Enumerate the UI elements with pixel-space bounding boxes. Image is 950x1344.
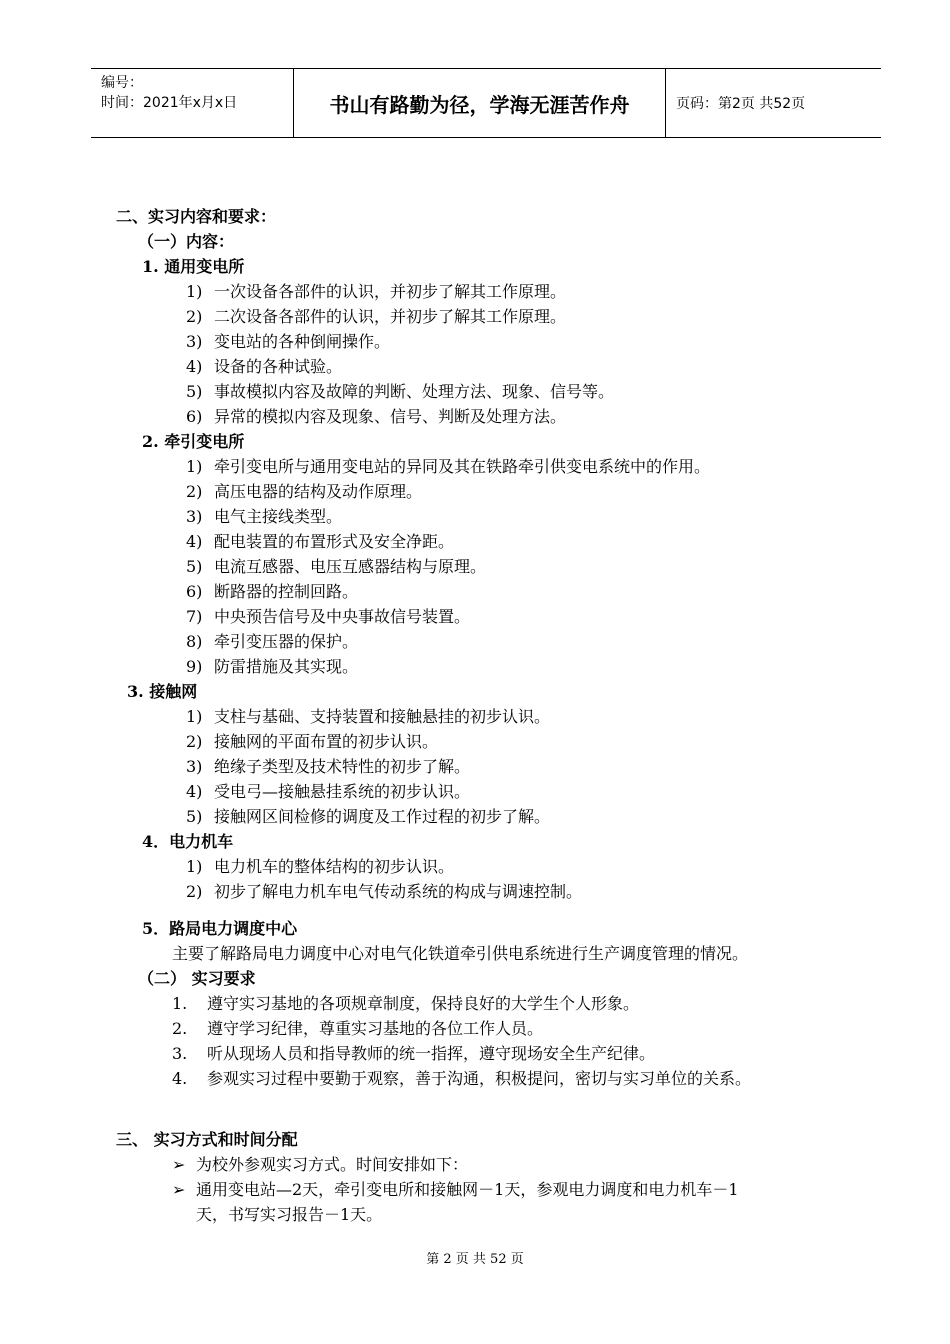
list-item: 3) 绝缘子类型及技术特性的初步了解。 [186, 757, 471, 776]
list-item: 2) 高压电器的结构及动作原理。 [186, 482, 423, 501]
bullet-item: ➢ 通用变电站—2天，牵引变电所和接触网－1天，参观电力调度和电力机车－1 [172, 1180, 739, 1199]
list-item: 2) 接触网的平面布置的初步认识。 [186, 732, 439, 751]
list-item: 6) 断路器的控制回路。 [186, 582, 359, 601]
subsection-3-title: 3. 接触网 [127, 682, 198, 701]
list-item: 3) 变电站的各种倒闸操作。 [186, 332, 391, 351]
requirement-item: 1. 遵守实习基地的各项规章制度，保持良好的大学生个人形象。 [172, 994, 640, 1013]
list-item: 5) 电流互感器、电压互感器结构与原理。 [186, 557, 487, 576]
subsection-5-title: 5．路局电力调度中心 [142, 919, 298, 938]
header-motto: 书山有路勤为径，学海无涯苦作舟 [293, 69, 666, 137]
section-2-title: 二、实习内容和要求： [116, 207, 277, 226]
requirement-item: 4. 参观实习过程中要勤于观察，善于沟通，积极提问，密切与实习单位的关系。 [172, 1069, 752, 1088]
subsection-2-title: 2. 牵引变电所 [142, 432, 245, 451]
bullet-item-continuation: 天，书写实习报告－1天。 [196, 1205, 383, 1224]
requirement-item: 2. 遵守学习纪律，尊重实习基地的各位工作人员。 [172, 1019, 544, 1038]
list-item: 2) 初步了解电力机车电气传动系统的构成与调速控制。 [186, 882, 583, 901]
list-item: 1) 电力机车的整体结构的初步认识。 [186, 857, 455, 876]
arrow-bullet-icon: ➢ [172, 1180, 186, 1199]
list-item: 8) 牵引变压器的保护。 [186, 632, 359, 651]
requirement-item: 3. 听从现场人员和指导教师的统一指挥，遵守现场安全生产纪律。 [172, 1044, 656, 1063]
subsection-5-text: 主要了解路局电力调度中心对电气化铁道牵引供电系统进行生产调度管理的情况。 [172, 944, 749, 963]
page-footer: 第 2 页 共 52 页 [426, 1252, 524, 1267]
list-item: 1) 一次设备各部件的认识，并初步了解其工作原理。 [186, 282, 567, 301]
list-item: 5) 接触网区间检修的调度及工作过程的初步了解。 [186, 807, 551, 826]
subsection-4-title: 4．电力机车 [142, 832, 234, 851]
list-item: 4) 设备的各种试验。 [186, 357, 343, 376]
list-item: 9) 防雷措施及其实现。 [186, 657, 359, 676]
arrow-bullet-icon: ➢ [172, 1155, 186, 1174]
header-left-cell [91, 69, 293, 137]
list-item: 2) 二次设备各部件的认识，并初步了解其工作原理。 [186, 307, 567, 326]
list-item: 4) 受电弓—接触悬挂系统的初步认识。 [186, 782, 471, 801]
header-page-info: 页码：第2页 共52页 [676, 96, 806, 112]
list-item: 1) 支柱与基础、支持装置和接触悬挂的初步认识。 [186, 707, 551, 726]
subsection-1-title: 1. 通用变电所 [142, 257, 245, 276]
part-2-title: （二） 实习要求 [138, 969, 256, 988]
header-number-label: 编号： [101, 75, 143, 91]
page-header [91, 68, 881, 138]
list-item: 5) 事故模拟内容及故障的判断、处理方法、现象、信号等。 [186, 382, 615, 401]
list-item: 1) 牵引变电所与通用变电站的异同及其在铁路牵引供变电系统中的作用。 [186, 457, 711, 476]
list-item: 6) 异常的模拟内容及现象、信号、判断及处理方法。 [186, 407, 567, 426]
bullet-item: ➢ 为校外参观实习方式。时间安排如下： [172, 1155, 469, 1174]
section-3-title: 三、 实习方式和时间分配 [116, 1130, 298, 1149]
list-item: 7) 中央预告信号及中央事故信号装置。 [186, 607, 471, 626]
part-1-title: （一）内容： [138, 232, 235, 251]
header-time-label: 时间：2021年x月x日 [101, 95, 238, 111]
list-item: 3) 电气主接线类型。 [186, 507, 343, 526]
list-item: 4) 配电装置的布置形式及安全净距。 [186, 532, 455, 551]
